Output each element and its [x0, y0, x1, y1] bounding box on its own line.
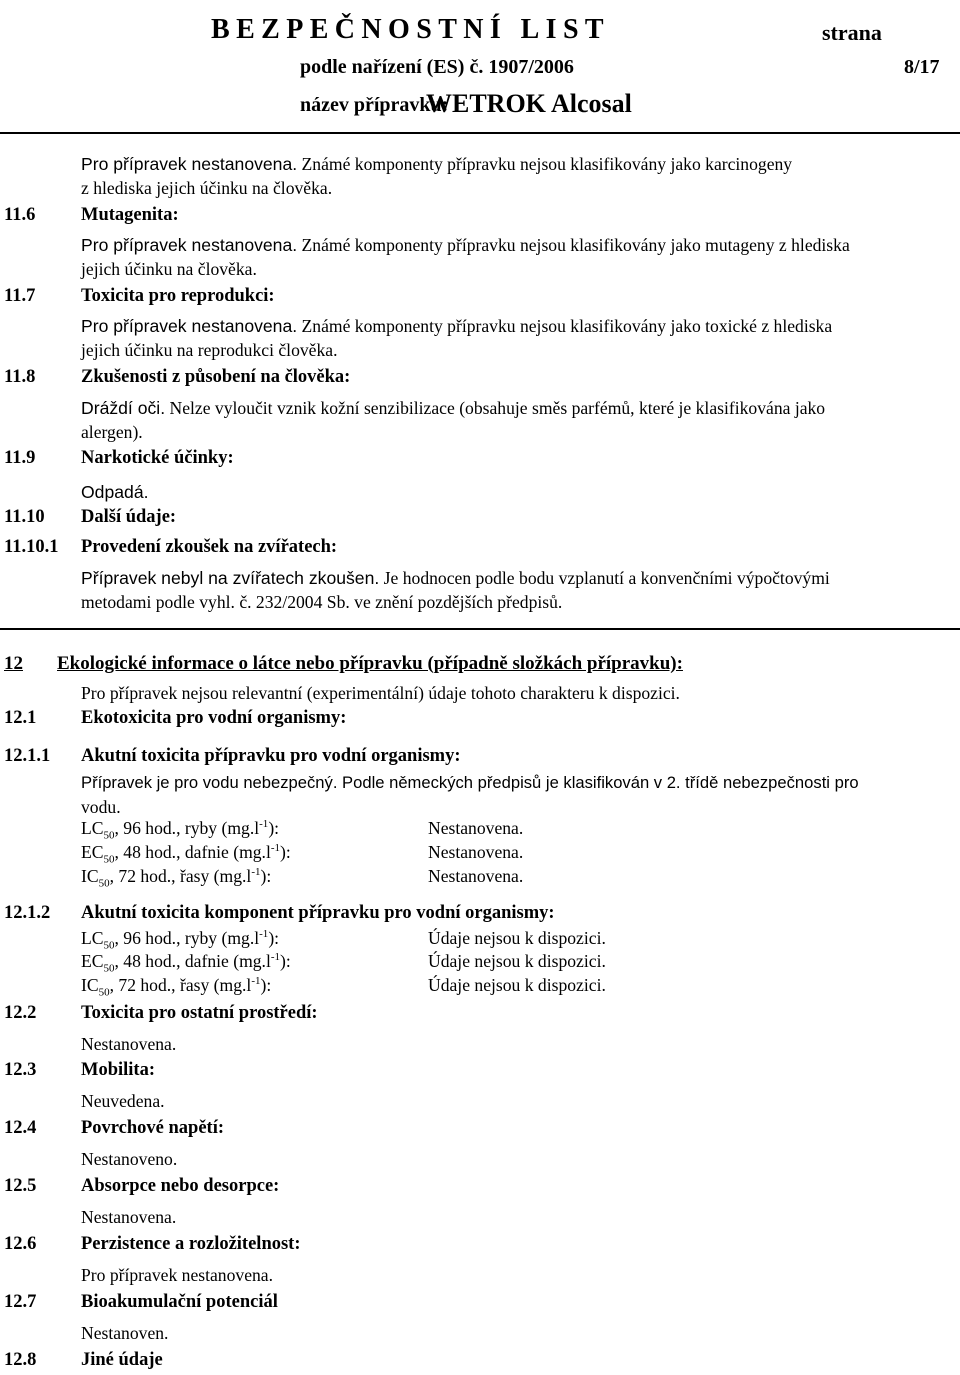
s12-7-number: 12.7 [4, 1292, 37, 1312]
s12-3-heading: Mobilita: [81, 1060, 155, 1080]
s12-5-text: Nestanovena. [81, 1207, 177, 1227]
s12-1-number: 12.1 [4, 708, 37, 728]
s12-5-heading: Absorpce nebo desorpce: [81, 1176, 280, 1196]
s11-10-heading: Další údaje: [81, 507, 177, 527]
s11-7-text: Pro přípravek nestanovena. Známé komponenty přípravku nejsou klasifikovány jako toxické z hlediska jejich účinku na reprodukci člověka. [81, 316, 833, 360]
s12-6-text: Pro přípravek nestanovena. [81, 1265, 274, 1285]
s12-1-1-heading: Akutní toxicita přípravku pro vodní organismy: [81, 746, 461, 766]
tox1-value-ic50: Nestanovena. [428, 866, 524, 886]
s12-1-2-number: 12.1.2 [4, 903, 51, 923]
s12-7-text: Nestanoven. [81, 1323, 169, 1343]
s11-intro: Pro přípravek nestanovena. Známé komponenty přípravku nejsou klasifikovány jako karcinogeny z hlediska jejich účinku na člověka. [81, 154, 793, 198]
s12-heading: Ekologické informace o látce nebo přípravku (případně složkách přípravku): [57, 653, 683, 674]
s12-8-heading: Jiné údaje [81, 1350, 163, 1370]
s12-3-text: Neuvedena. [81, 1091, 165, 1111]
s11-6-number: 11.6 [4, 205, 36, 225]
tox1-label-ec50: $EC_{50}$, 48 hod., dafnie $(mg.l^{-1})$: [81, 842, 291, 866]
s12-4-heading: Povrchové napětí: [81, 1118, 225, 1138]
s12-7-heading: Bioakumulační potenciál [81, 1292, 278, 1312]
s12-2-number: 12.2 [4, 1003, 37, 1023]
s12-5-number: 12.5 [4, 1176, 37, 1196]
s11-9-heading: Narkotické účinky: [81, 448, 234, 468]
page-number: 8/17 [904, 56, 940, 78]
s11-10-1-heading: Provedení zkoušek na zvířatech: [81, 537, 338, 557]
s11-6-text: Pro přípravek nestanovena. Známé komponenty přípravku nejsou klasifikovány jako mutageny z hlediska jejich účinku na člověka. [81, 235, 850, 279]
tox1-value-lc50: Nestanovena. [428, 818, 524, 838]
s12-1-1-number: 12.1.1 [4, 746, 51, 766]
s12-1-2-heading: Akutní toxicita komponent přípravku pro vodní organismy: [81, 903, 555, 923]
s11-9-number: 11.9 [4, 448, 36, 468]
s12-1-heading: Ekotoxicita pro vodní organismy: [81, 708, 347, 728]
s12-4-number: 12.4 [4, 1118, 37, 1138]
s11-10-1-number: 11.10.1 [4, 537, 59, 557]
s12-1-1-text: Přípravek je pro vodu nebezpečný. Podle německých předpisů je klasifikován v 2. třídě nebezpečnosti pro vodu. [81, 773, 859, 817]
s11-7-number: 11.7 [4, 286, 36, 306]
tox2-value-lc50: Údaje nejsou k dispozici. [428, 928, 606, 948]
section-rule [0, 628, 960, 630]
tox1-value-ec50: Nestanovena. [428, 842, 524, 862]
s11-6-heading: Mutagenita: [81, 205, 179, 225]
s11-8-heading: Zkušenosti z působení na člověka: [81, 367, 351, 387]
s11-10-1-text: Přípravek nebyl na zvířatech zkoušen. Je hodnocen podle bodu vzplanutí a konvenčními výpočtovými metodami podle vyhl. č. 232/2004 Sb. ve znění pozdějších předpisů. [81, 568, 830, 612]
page-label: strana [822, 20, 882, 45]
s11-9-text: Odpadá. [81, 482, 149, 502]
product-name: WETROK Alcosal [426, 89, 632, 118]
s11-10-number: 11.10 [4, 507, 45, 527]
tox2-label-ec50: $EC_{50}$, 48 hod., dafnie $(mg.l^{-1})$: [81, 951, 291, 975]
document-title: BEZPEČNOSTNÍ LIST [211, 14, 611, 45]
tox2-value-ec50: Údaje nejsou k dispozici. [428, 951, 606, 971]
s12-2-heading: Toxicita pro ostatní prostředí: [81, 1003, 318, 1023]
product-label: název přípravku: [300, 94, 449, 116]
tox2-value-ic50: Údaje nejsou k dispozici. [428, 975, 606, 995]
s12-4-text: Nestanoveno. [81, 1149, 178, 1169]
s12-3-number: 12.3 [4, 1060, 37, 1080]
s11-8-number: 11.8 [4, 367, 36, 387]
tox1-label-ic50: $IC_{50}$, 72 hod., řasy $(mg.l^{-1})$: [81, 866, 272, 890]
tox2-label-lc50: $LC_{50}$, 96 hod., ryby $(mg.l^{-1})$: [81, 928, 280, 952]
s12-6-heading: Perzistence a rozložitelnost: [81, 1234, 301, 1254]
s12-6-number: 12.6 [4, 1234, 37, 1254]
s11-8-text: Dráždí oči. Nelze vyloučit vznik kožní senzibilizace (obsahuje směs parfémů, které je klasifikována jako alergen). [81, 398, 826, 442]
s12-2-text: Nestanovena. [81, 1034, 177, 1054]
s12-number: 12 [4, 653, 23, 674]
tox1-label-lc50: $LC_{50}$, 96 hod., ryby $(mg.l^{-1})$: [81, 818, 280, 842]
s11-7-heading: Toxicita pro reprodukci: [81, 286, 275, 306]
tox2-label-ic50: $IC_{50}$, 72 hod., řasy $(mg.l^{-1})$: [81, 975, 272, 999]
s12-intro: Pro přípravek nejsou relevantní (experimentální) údaje tohoto charakteru k dispozici. [81, 683, 680, 703]
s12-8-number: 12.8 [4, 1350, 37, 1370]
header-rule [0, 132, 960, 134]
regulation-ref: podle nařízení (ES) č. 1907/2006 [300, 56, 574, 78]
